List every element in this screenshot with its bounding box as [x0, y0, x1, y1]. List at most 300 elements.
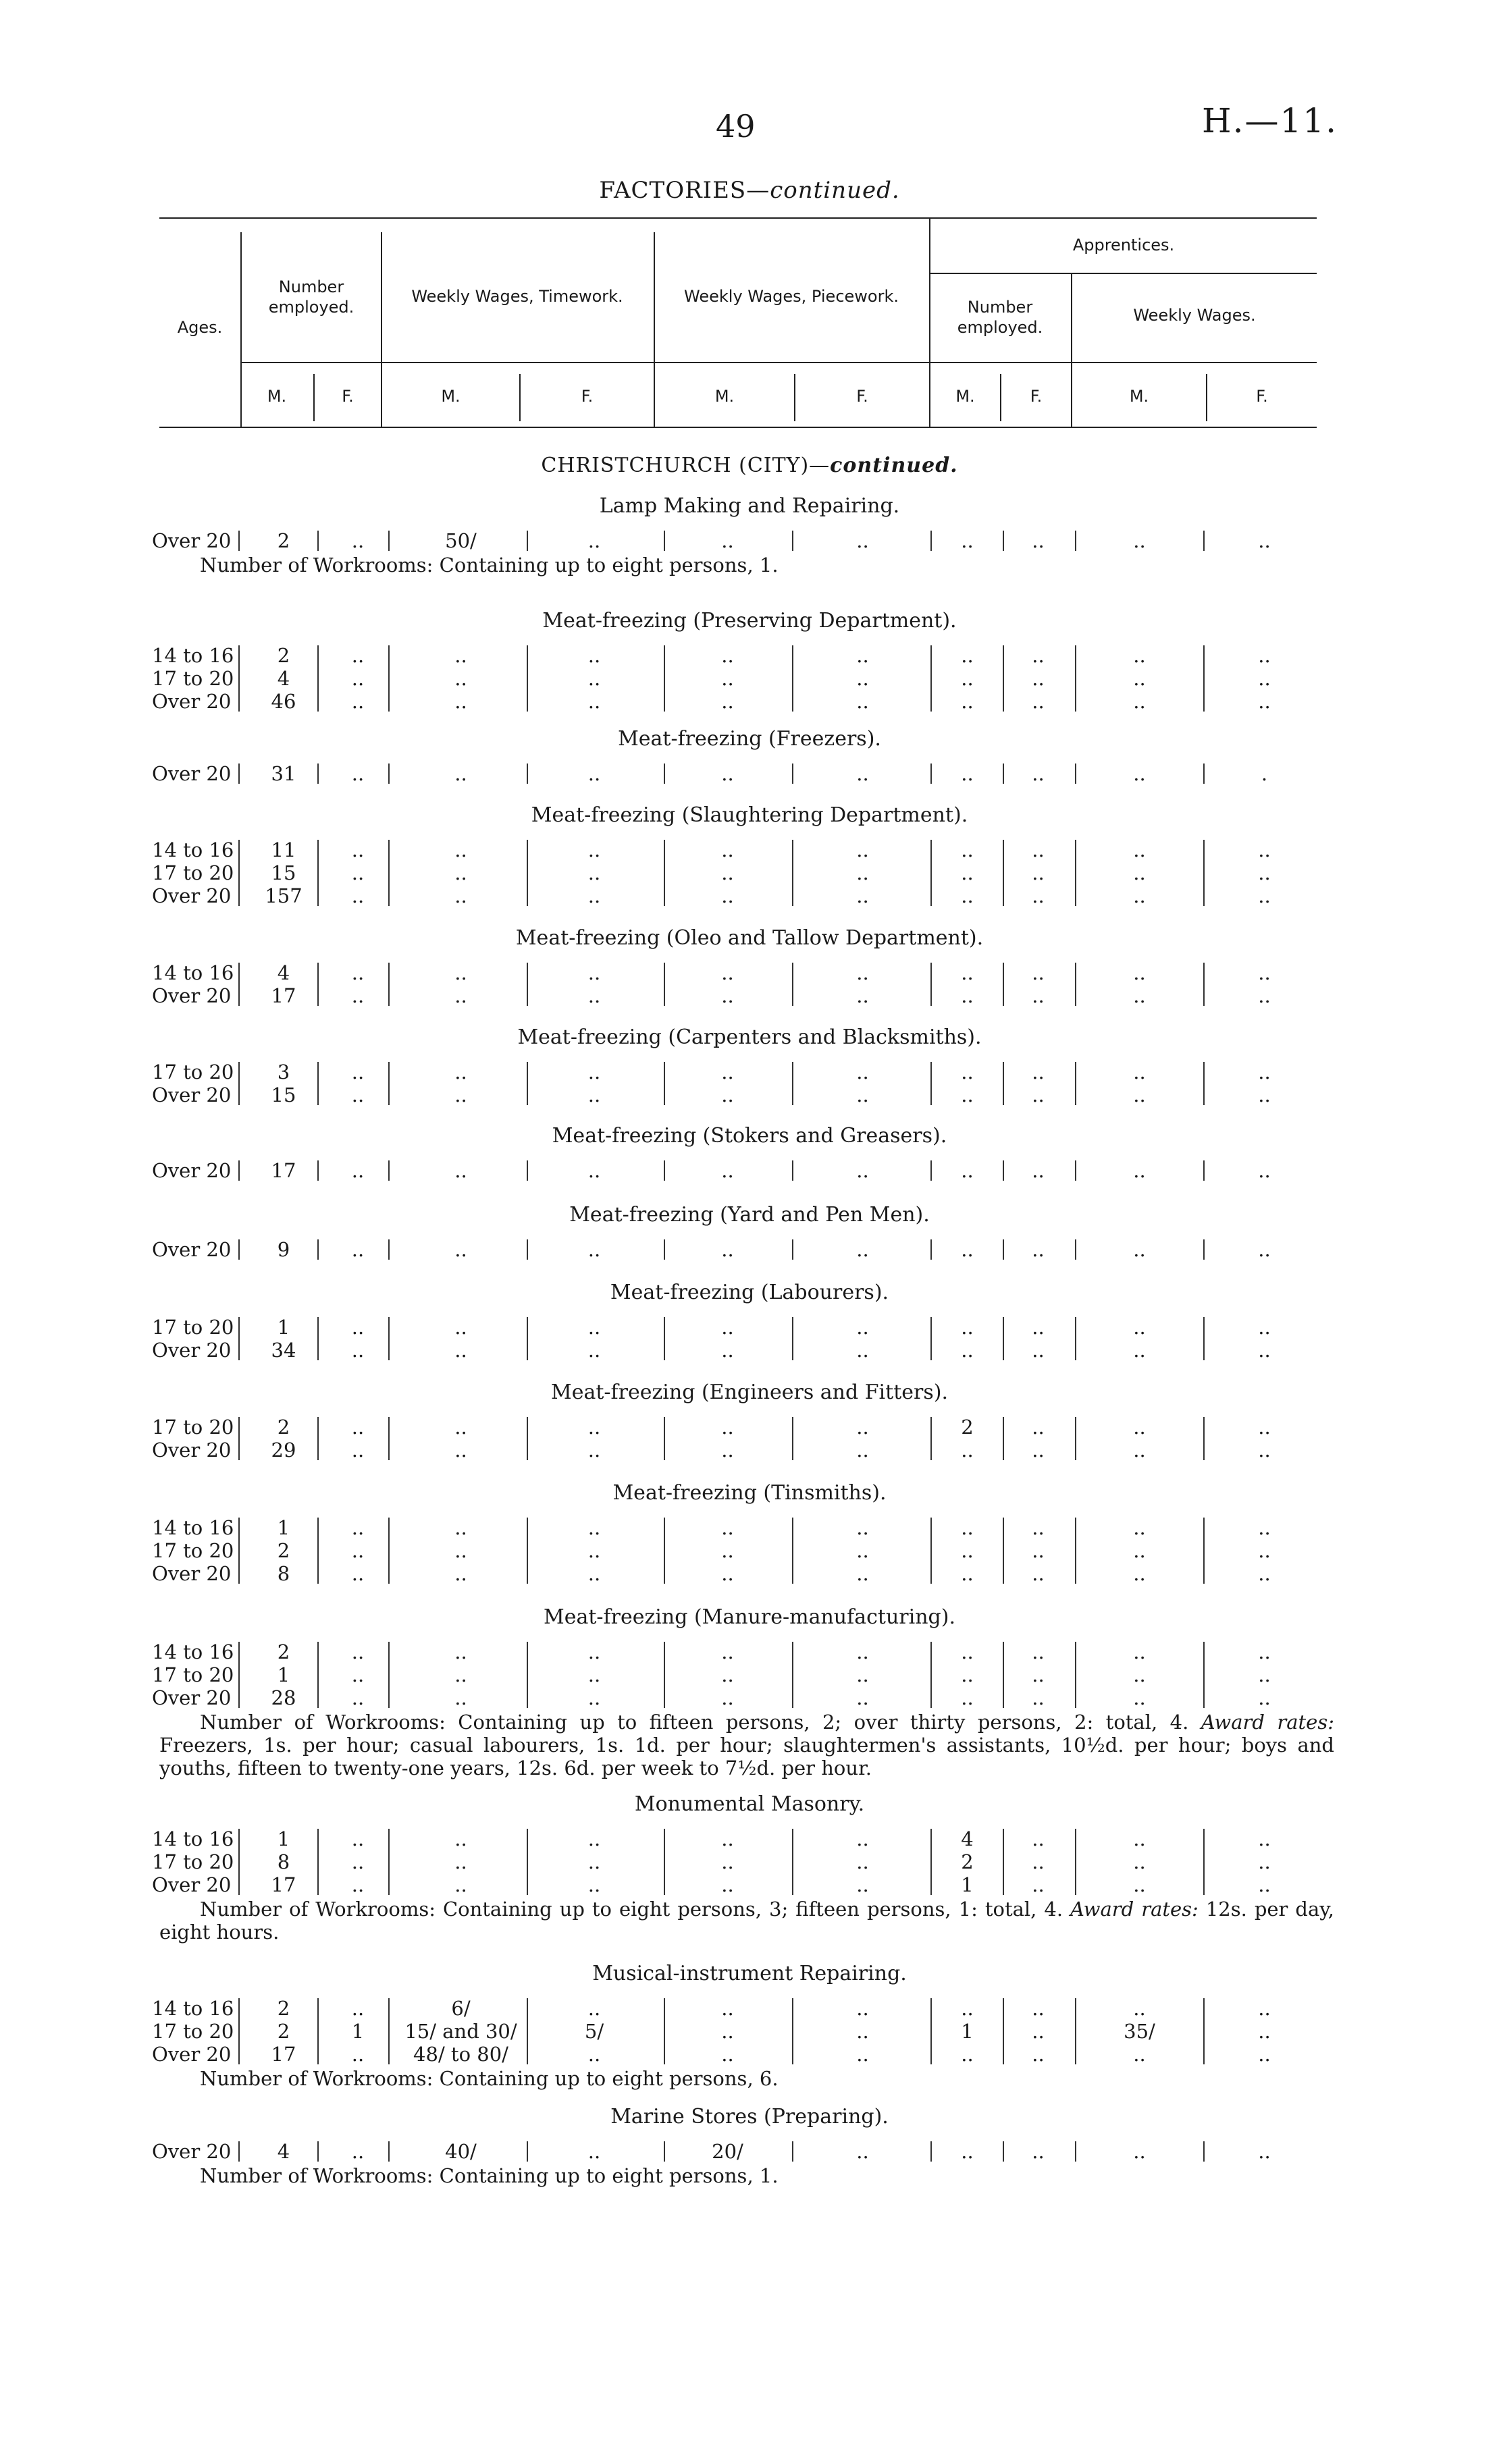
column-rule	[388, 645, 390, 712]
value-cell: ..	[1133, 1663, 1146, 1686]
value-cell: ..	[1258, 1339, 1271, 1362]
value-cell: 1	[961, 1873, 974, 1896]
table-row	[0, 861, 1499, 884]
value-cell: ..	[1133, 1516, 1146, 1539]
age-cell: Over 20	[152, 690, 232, 713]
value-cell: ..	[1032, 838, 1045, 861]
value-cell: ..	[721, 667, 734, 690]
value-cell: ..	[856, 1562, 869, 1585]
value-cell: ..	[1258, 2140, 1271, 2163]
value-cell: 4	[277, 961, 290, 984]
value-cell: ..	[1032, 762, 1045, 785]
column-rule	[792, 1829, 793, 1895]
value-cell: ..	[1258, 984, 1271, 1007]
column-rule	[792, 1160, 793, 1181]
value-cell: ..	[454, 1159, 467, 1182]
column-rule	[238, 1998, 240, 2064]
value-cell: ..	[961, 644, 974, 667]
table-row	[0, 1061, 1499, 1083]
value-cell: ..	[1032, 1640, 1045, 1663]
value-cell: ..	[587, 1539, 601, 1562]
column-rule	[1003, 1317, 1004, 1360]
value-cell: ..	[721, 2043, 734, 2066]
column-rule	[664, 1642, 665, 1708]
column-rule	[1075, 531, 1076, 551]
value-cell: ..	[587, 1640, 601, 1663]
value-cell: 15	[271, 1083, 296, 1106]
city-heading-text: CHRISTCHURCH (CITY)—	[541, 454, 831, 477]
value-cell: ..	[961, 984, 974, 1007]
value-cell: ..	[1133, 690, 1146, 713]
table-row	[0, 1416, 1499, 1439]
city-heading-suffix: continued.	[830, 454, 958, 477]
value-cell: ..	[1032, 1686, 1045, 1709]
page-title	[0, 177, 1499, 204]
age-cell: 17 to 20	[152, 1316, 234, 1339]
value-cell: ..	[721, 838, 734, 861]
column-rule	[930, 1518, 932, 1584]
header-apprentices-weekly-wages: Weekly Wages.	[1133, 306, 1256, 325]
value-cell: ..	[351, 1439, 365, 1462]
column-rule	[1203, 764, 1205, 784]
column-rule	[1003, 764, 1004, 784]
value-cell: 8	[277, 1850, 290, 1873]
table-row	[0, 1873, 1499, 1896]
column-rule	[238, 2141, 240, 2162]
value-cell: ..	[1258, 1663, 1271, 1686]
value-cell: ..	[1032, 1562, 1045, 1585]
section-heading: Meat-freezing (Oleo and Tallow Department).	[515, 926, 984, 950]
note-text: Number of Workrooms: Containing up to eight persons, 3; fifteen persons, 1: total, 4.	[200, 1898, 1063, 1921]
value-cell: ..	[351, 1159, 365, 1182]
value-cell: ..	[454, 667, 467, 690]
value-cell: ..	[351, 1516, 365, 1539]
value-cell: ..	[454, 1663, 467, 1686]
note-tail: Freezers, 1s. per hour; casual labourers, 1s. 1d. per hour; slaughtermen's assistants, 10½d. per hour; boys and youths, fifteen to twenty-one years, 12s. 6d. per week to 7½d. per hour.	[159, 1734, 1334, 1779]
column-rule	[1075, 840, 1076, 906]
value-cell: ..	[961, 2043, 974, 2066]
value-cell: 17	[271, 1159, 296, 1182]
value-cell: ..	[587, 984, 601, 1007]
value-cell: ..	[721, 1640, 734, 1663]
age-cell: Over 20	[152, 1339, 232, 1362]
value-cell: ..	[1258, 1238, 1271, 1261]
value-cell: ..	[454, 1640, 467, 1663]
value-cell: ..	[1032, 690, 1045, 713]
column-rule	[1075, 1062, 1076, 1105]
column-rule	[388, 1642, 390, 1708]
age-cell: 17 to 20	[152, 1663, 234, 1686]
column-rule	[1075, 2141, 1076, 2162]
column-rule	[664, 1317, 665, 1360]
value-cell: ..	[1032, 1827, 1045, 1850]
value-cell: ..	[721, 529, 734, 552]
value-cell: ..	[1133, 1827, 1146, 1850]
value-cell: ..	[1258, 961, 1271, 984]
column-rule	[1203, 1518, 1205, 1584]
value-cell: 46	[271, 690, 296, 713]
value-cell: ..	[454, 861, 467, 884]
header-weekly-wages-piecework: Weekly Wages, Piecework.	[684, 287, 899, 306]
value-cell: ..	[454, 1439, 467, 1462]
value-cell: 2	[277, 1997, 290, 2020]
header-m: M.	[1129, 387, 1149, 406]
header-number-employed: Number employed.	[268, 277, 354, 317]
table-row	[0, 644, 1499, 667]
value-cell: ..	[856, 961, 869, 984]
value-cell: ..	[454, 961, 467, 984]
section-heading: Musical-instrument Repairing.	[592, 1962, 907, 1985]
value-cell: ..	[961, 1663, 974, 1686]
value-cell: ..	[587, 1339, 601, 1362]
value-cell: ..	[961, 1686, 974, 1709]
value-cell: ..	[1258, 690, 1271, 713]
section-heading: Monumental Masonry.	[634, 1792, 865, 1816]
value-cell: ..	[1133, 1083, 1146, 1106]
value-cell: ..	[1258, 644, 1271, 667]
column-rule	[1003, 645, 1004, 712]
table-row	[0, 984, 1499, 1007]
value-cell: ..	[1133, 1850, 1146, 1873]
value-cell: ..	[1032, 644, 1045, 667]
value-cell: ..	[961, 861, 974, 884]
column-rule	[1075, 1518, 1076, 1584]
value-cell: ..	[1133, 762, 1146, 785]
value-cell: ..	[587, 838, 601, 861]
value-cell: ..	[454, 644, 467, 667]
column-rule	[792, 2141, 793, 2162]
value-cell: 2	[277, 1416, 290, 1439]
value-cell: ..	[587, 884, 601, 907]
value-cell: ..	[587, 690, 601, 713]
note-tail: 12s. per day, eight hours.	[159, 1898, 1335, 1944]
value-cell: ..	[721, 1827, 734, 1850]
value-cell: ..	[454, 1873, 467, 1896]
column-rule	[664, 1829, 665, 1895]
age-cell: 17 to 20	[152, 1539, 234, 1562]
value-cell: ..	[454, 984, 467, 1007]
value-cell: 1	[277, 1316, 290, 1339]
value-cell: ..	[1133, 1640, 1146, 1663]
value-cell: ..	[587, 1997, 601, 2020]
value-cell: ..	[721, 1562, 734, 1585]
value-cell: ..	[1258, 2020, 1271, 2043]
column-rule	[238, 1062, 240, 1105]
value-cell: ..	[961, 1238, 974, 1261]
page-reference: H.—11.	[1202, 101, 1338, 140]
value-cell: 4	[277, 667, 290, 690]
value-cell: 17	[271, 1873, 296, 1896]
value-cell: ..	[856, 1827, 869, 1850]
column-rule	[792, 1642, 793, 1708]
column-rule	[792, 963, 793, 1006]
value-cell: ..	[721, 1083, 734, 1106]
value-cell: ..	[587, 762, 601, 785]
column-rule	[1075, 1317, 1076, 1360]
value-cell: ..	[351, 1238, 365, 1261]
value-cell: ..	[351, 838, 365, 861]
column-rule	[1075, 1239, 1076, 1260]
value-cell: ..	[1258, 1516, 1271, 1539]
table-row	[0, 1562, 1499, 1585]
value-cell: 28	[271, 1686, 296, 1709]
value-cell: ..	[587, 861, 601, 884]
section-heading: Meat-freezing (Stokers and Greasers).	[552, 1124, 947, 1148]
age-cell: Over 20	[152, 1686, 232, 1709]
value-cell: ..	[1032, 961, 1045, 984]
value-cell: ..	[1032, 1850, 1045, 1873]
value-cell: ..	[856, 838, 869, 861]
value-cell: ..	[1032, 529, 1045, 552]
column-rule	[388, 963, 390, 1006]
column-rule	[238, 1160, 240, 1181]
value-cell: ..	[1258, 1850, 1271, 1873]
value-cell: ..	[856, 1416, 869, 1439]
column-rule	[317, 764, 319, 784]
age-cell: 17 to 20	[152, 667, 234, 690]
value-cell: ..	[961, 2140, 974, 2163]
column-rule	[792, 1417, 793, 1460]
city-heading	[0, 454, 1499, 477]
value-cell: .	[1261, 762, 1268, 785]
value-cell: ..	[1133, 838, 1146, 861]
value-cell: ..	[1133, 1061, 1146, 1083]
column-rule	[930, 1062, 932, 1105]
column-rule	[527, 645, 528, 712]
value-cell: ..	[961, 1562, 974, 1585]
value-cell: ..	[961, 1439, 974, 1462]
column-rule	[388, 1829, 390, 1895]
value-cell: ..	[1133, 667, 1146, 690]
column-rule	[1075, 1829, 1076, 1895]
value-cell: ..	[1258, 529, 1271, 552]
value-cell: ..	[587, 1827, 601, 1850]
column-rule	[238, 1417, 240, 1460]
table-row	[0, 667, 1499, 690]
column-rule	[930, 1239, 932, 1260]
age-cell: Over 20	[152, 1562, 232, 1585]
value-cell: ..	[454, 884, 467, 907]
value-cell: ..	[1032, 2043, 1045, 2066]
value-cell: ..	[961, 1640, 974, 1663]
column-rule	[527, 1239, 528, 1260]
column-rule	[527, 531, 528, 551]
value-cell: ..	[961, 690, 974, 713]
column-rule	[238, 1829, 240, 1895]
value-cell: ..	[1032, 2140, 1045, 2163]
value-cell: ..	[961, 1339, 974, 1362]
value-cell: ..	[1032, 1083, 1045, 1106]
value-cell: ..	[856, 1873, 869, 1896]
table-row	[0, 762, 1499, 785]
value-cell: ..	[1258, 2043, 1271, 2066]
column-rule	[1203, 1642, 1205, 1708]
value-cell: ..	[721, 690, 734, 713]
column-rule	[1203, 840, 1205, 906]
column-rule	[930, 764, 932, 784]
column-rule	[664, 1518, 665, 1584]
value-cell: ..	[587, 1663, 601, 1686]
column-rule	[1075, 1642, 1076, 1708]
value-cell: ..	[1032, 1159, 1045, 1182]
value-cell: ..	[351, 644, 365, 667]
value-cell: ..	[961, 1997, 974, 2020]
header-divider	[929, 273, 1317, 274]
value-cell: ..	[721, 1238, 734, 1261]
value-cell: ..	[351, 1416, 365, 1439]
value-cell: 2	[961, 1850, 974, 1873]
value-cell: ..	[1133, 1539, 1146, 1562]
column-rule	[1075, 1998, 1076, 2064]
column-rule	[388, 2141, 390, 2162]
value-cell: ..	[351, 2140, 365, 2163]
column-rule	[1003, 1998, 1004, 2064]
value-cell: ..	[454, 1686, 467, 1709]
value-cell: 1	[351, 2020, 365, 2043]
column-rule	[238, 1317, 240, 1360]
value-cell: ..	[721, 884, 734, 907]
value-cell: ..	[587, 1562, 601, 1585]
value-cell: 40/	[445, 2140, 477, 2163]
header-weekly-wages-timework: Weekly Wages, Timework.	[411, 287, 623, 306]
column-rule	[317, 963, 319, 1006]
value-cell: ..	[454, 762, 467, 785]
workrooms-note	[159, 1711, 1334, 1779]
value-cell: ..	[1032, 1516, 1045, 1539]
table-row	[0, 529, 1499, 552]
value-cell: 29	[271, 1439, 296, 1462]
value-cell: ..	[721, 1873, 734, 1896]
value-cell: ..	[1133, 1997, 1146, 2020]
column-rule	[792, 1062, 793, 1105]
value-cell: 1	[961, 2020, 974, 2043]
column-rule	[527, 1998, 528, 2064]
value-cell: ..	[856, 1663, 869, 1686]
value-cell: ..	[856, 1516, 869, 1539]
value-cell: ..	[1032, 667, 1045, 690]
value-cell: ..	[721, 644, 734, 667]
column-rule	[238, 1239, 240, 1260]
section-heading: Meat-freezing (Yard and Pen Men).	[569, 1203, 930, 1227]
column-rule	[792, 764, 793, 784]
value-cell: ..	[1258, 1873, 1271, 1896]
value-cell: 6/	[451, 1997, 471, 2020]
value-cell: 50/	[445, 529, 477, 552]
age-cell: 14 to 16	[152, 1516, 234, 1539]
value-cell: ..	[856, 1316, 869, 1339]
table-row	[0, 1827, 1499, 1850]
value-cell: 48/ to 80/	[413, 2043, 508, 2066]
column-rule	[930, 1417, 932, 1460]
column-rule	[317, 1998, 319, 2064]
header-f: F.	[1256, 387, 1268, 406]
value-cell: ..	[587, 1316, 601, 1339]
value-cell: ..	[721, 1439, 734, 1462]
value-cell: ..	[1258, 1083, 1271, 1106]
column-rule	[238, 1518, 240, 1584]
value-cell: ..	[961, 1159, 974, 1182]
value-cell: 3	[277, 1061, 290, 1083]
workrooms-note	[159, 2164, 1334, 2187]
value-cell: 31	[271, 762, 296, 785]
note-text: Number of Workrooms: Containing up to fifteen persons, 2; over thirty persons, 2: total, 4.	[200, 1711, 1189, 1734]
value-cell: ..	[721, 1539, 734, 1562]
column-rule	[527, 1062, 528, 1105]
column-rule	[792, 1998, 793, 2064]
section-heading: Meat-freezing (Slaughtering Department).	[531, 803, 968, 827]
note-text: Number of Workrooms: Containing up to eight persons, 1.	[200, 2164, 779, 2187]
value-cell: ..	[1258, 667, 1271, 690]
value-cell: 2	[277, 2020, 290, 2043]
value-cell: 2	[961, 1416, 974, 1439]
column-rule	[317, 1160, 319, 1181]
value-cell: ..	[721, 1997, 734, 2020]
column-rule	[664, 963, 665, 1006]
value-cell: ..	[587, 1238, 601, 1261]
column-rule	[930, 1998, 932, 2064]
column-rule	[664, 1062, 665, 1105]
table-row	[0, 1316, 1499, 1339]
column-rule	[792, 645, 793, 712]
value-cell: ..	[1258, 861, 1271, 884]
column-rule	[664, 1417, 665, 1460]
value-cell: ..	[721, 1686, 734, 1709]
value-cell: ..	[454, 1416, 467, 1439]
value-cell: ..	[1258, 1997, 1271, 2020]
age-cell: Over 20	[152, 2140, 232, 2163]
value-cell: ..	[1258, 1316, 1271, 1339]
value-cell: 17	[271, 984, 296, 1007]
table-row	[0, 2020, 1499, 2043]
value-cell: ..	[721, 984, 734, 1007]
value-cell: ..	[351, 1539, 365, 1562]
value-cell: 15/ and 30/	[404, 2020, 517, 2043]
header-ages: Ages.	[177, 318, 223, 337]
page-title-text: FACTORIES—	[599, 177, 770, 204]
age-cell: 14 to 16	[152, 1640, 234, 1663]
table-row	[0, 1516, 1499, 1539]
value-cell: ..	[454, 1850, 467, 1873]
value-cell: ..	[1133, 884, 1146, 907]
column-rule	[1003, 1642, 1004, 1708]
value-cell: ..	[856, 1339, 869, 1362]
column-rule	[527, 963, 528, 1006]
value-cell: ..	[961, 1316, 974, 1339]
value-cell: ..	[1133, 1159, 1146, 1182]
column-rule	[317, 840, 319, 906]
header-bottom-rule	[159, 427, 1317, 428]
column-rule	[388, 1998, 390, 2064]
column-rule	[1203, 1239, 1205, 1260]
value-cell: ..	[351, 1562, 365, 1585]
column-rule	[317, 531, 319, 551]
value-cell: ..	[721, 762, 734, 785]
column-rule	[1003, 840, 1004, 906]
value-cell: ..	[961, 1516, 974, 1539]
column-rule	[527, 2141, 528, 2162]
value-cell: ..	[351, 1663, 365, 1686]
value-cell: 17	[271, 2043, 296, 2066]
column-rule	[1003, 1518, 1004, 1584]
header-m: M.	[267, 387, 287, 406]
column-rule	[664, 1239, 665, 1260]
column-rule	[388, 1239, 390, 1260]
column-rule	[317, 1239, 319, 1260]
table-header	[159, 217, 1317, 428]
column-rule	[317, 1062, 319, 1105]
column-rule	[527, 1829, 528, 1895]
value-cell: ..	[721, 1850, 734, 1873]
